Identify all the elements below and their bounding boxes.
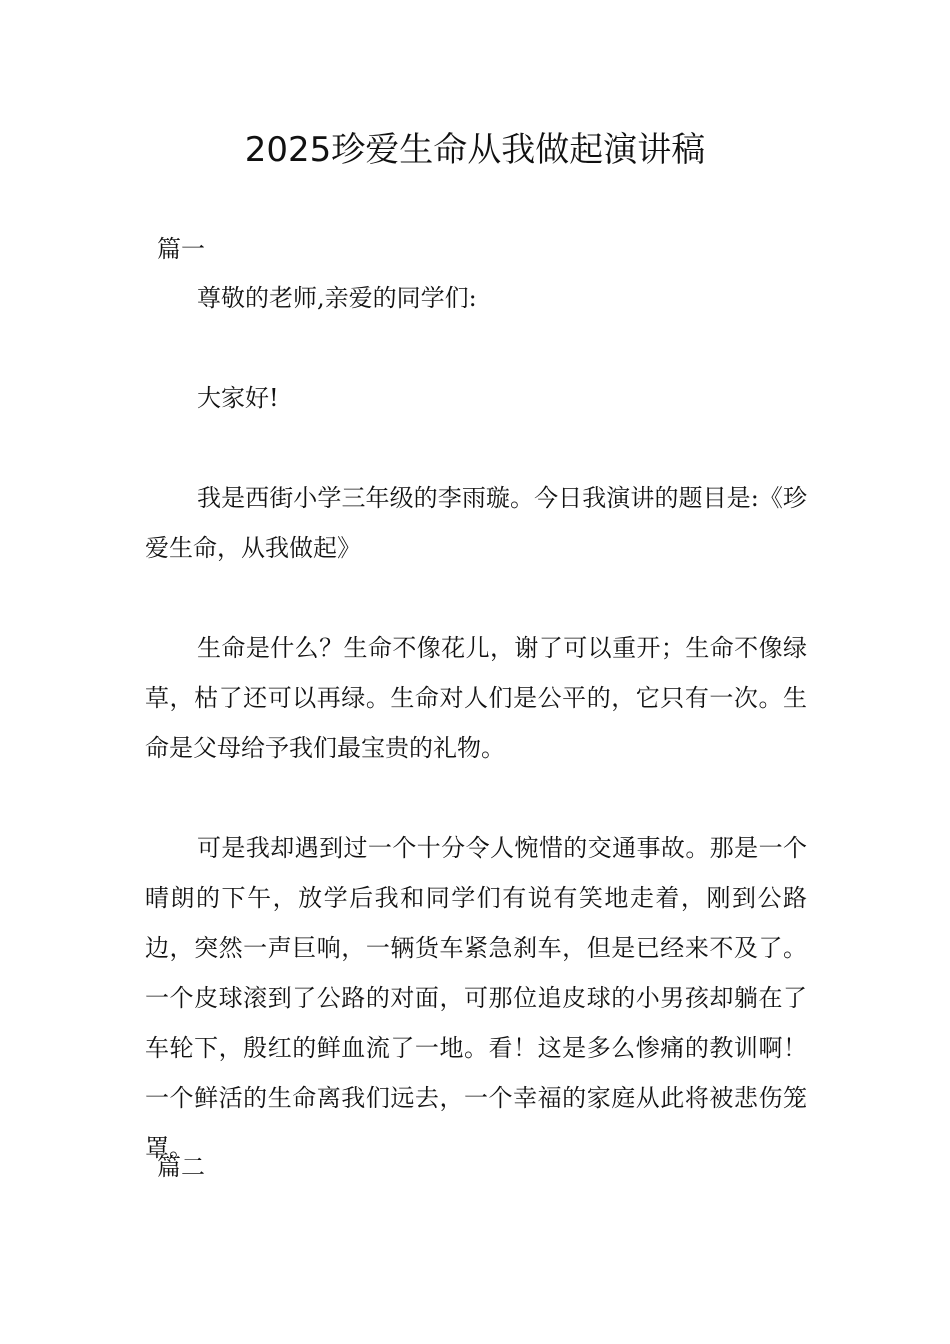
intro-paragraph: 我是西街小学三年级的李雨璇。今日我演讲的题目是:《珍爱生命，从我做起》 — [145, 484, 807, 562]
greeting-paragraph: 尊敬的老师,亲爱的同学们: — [197, 284, 477, 312]
document-title: 2025珍爱生命从我做起演讲稿 — [244, 130, 706, 170]
body-paragraph-1: 生命是什么？生命不像花儿，谢了可以重开；生命不像绿草，枯了还可以再绿。生命对人们是公平的，它只有一次。生命是父母给予我们最宝贵的礼物。 — [145, 634, 807, 762]
hello-paragraph: 大家好! — [197, 384, 279, 412]
section-label-2: 篇二 — [157, 1153, 205, 1181]
section-label-1: 篇一 — [157, 235, 205, 263]
body-paragraph-2: 可是我却遇到过一个十分令人惋惜的交通事故。那是一个晴朗的下午，放学后我和同学们有说有笑地走着，刚到公路边，突然一声巨响，一辆货车紧急刹车，但是已经来不及了。一个皮球滚到了公路的对面，可那位追皮球的小男孩却躺在了车轮下，殷红的鲜血流了一地。看！这是多么惨痛的教训啊！一个鲜活的生命离我们远去，一个幸福的家庭从此将被悲伤笼罩。 — [145, 834, 807, 1162]
